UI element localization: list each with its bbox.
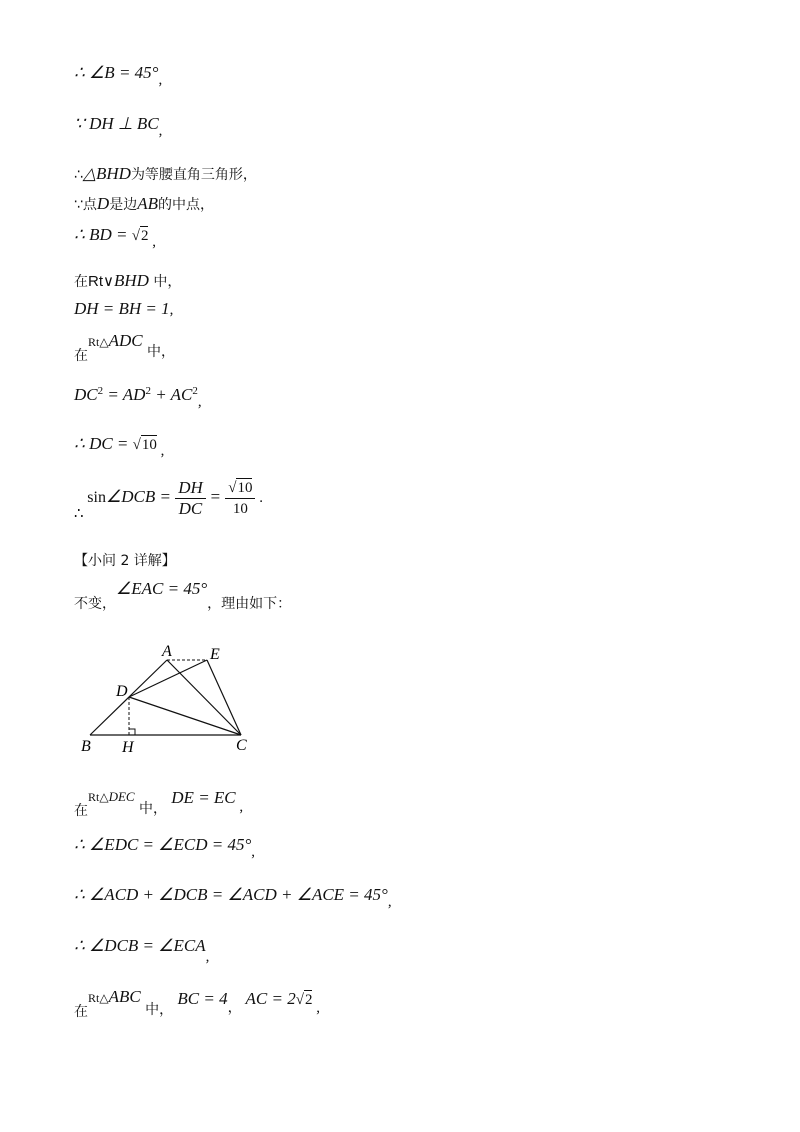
line-dc-value: ∴ DC = √10 , [74, 434, 165, 459]
line-dh-bh: DH = BH = 1, [74, 299, 174, 318]
fraction-sqrt10-10: $\frac{√10}{10}$ [225, 478, 255, 519]
line-rt-dec: 在$^{Rt\triangle}$DEC 中， DE = EC , [74, 788, 244, 819]
label-c: C [236, 737, 247, 754]
line-unchanged: 不变，∠EAC = 45°，理由如下： [74, 579, 292, 612]
label-h: H [122, 739, 134, 756]
line-rt-abc: 在$^{Rt\triangle}$ABC 中， BC = 4， AC = 2√2 , [74, 987, 320, 1020]
line-angle-b: ∴ ∠B = 45°, [74, 63, 163, 88]
section-heading: 【小问 2 详解】 [74, 553, 176, 569]
segment-dc [129, 697, 241, 735]
label-e: E [210, 646, 220, 663]
label-a: A [162, 643, 172, 660]
segment-ac [167, 660, 241, 735]
fraction-dh-dc: $\frac{DH}{DC}$ [175, 478, 206, 519]
geometry-figure [76, 638, 276, 758]
label-d: D [116, 683, 128, 700]
line-midpoint: ∵点D是边AB的中点， [74, 194, 214, 213]
line-pythagoras: $DC^2 = AD^2 + AC^2$, [74, 385, 202, 410]
line-isosceles-right: ∴△BHD为等腰直角三角形， [74, 164, 257, 183]
line-dh-perp-bc: ∵ DH ⊥ BC, [74, 114, 163, 139]
right-angle-mark [129, 729, 135, 735]
segment-ec [207, 660, 241, 735]
line-sin-dcb: ∴ sin∠DCB = $\frac{DH}{DC}$ = $\frac{√10}{10}$ . [74, 478, 263, 522]
segment-de [129, 660, 207, 697]
label-b: B [81, 738, 91, 755]
line-dcb-eca: ∴ ∠DCB = ∠ECA, [74, 936, 210, 965]
line-rt-adc: 在$^{Rt\triangle}$ADC 中， [74, 331, 176, 364]
line-angle-sum: ∴ ∠ACD + ∠DCB = ∠ACD + ∠ACE = 45°, [74, 885, 392, 910]
line-edc-ecd: ∴ ∠EDC = ∠ECD = 45°, [74, 835, 256, 860]
line-rt-bhd: 在Rt∨BHD 中， [74, 271, 182, 290]
line-bd-value: ∴ BD = √2 , [74, 225, 156, 250]
